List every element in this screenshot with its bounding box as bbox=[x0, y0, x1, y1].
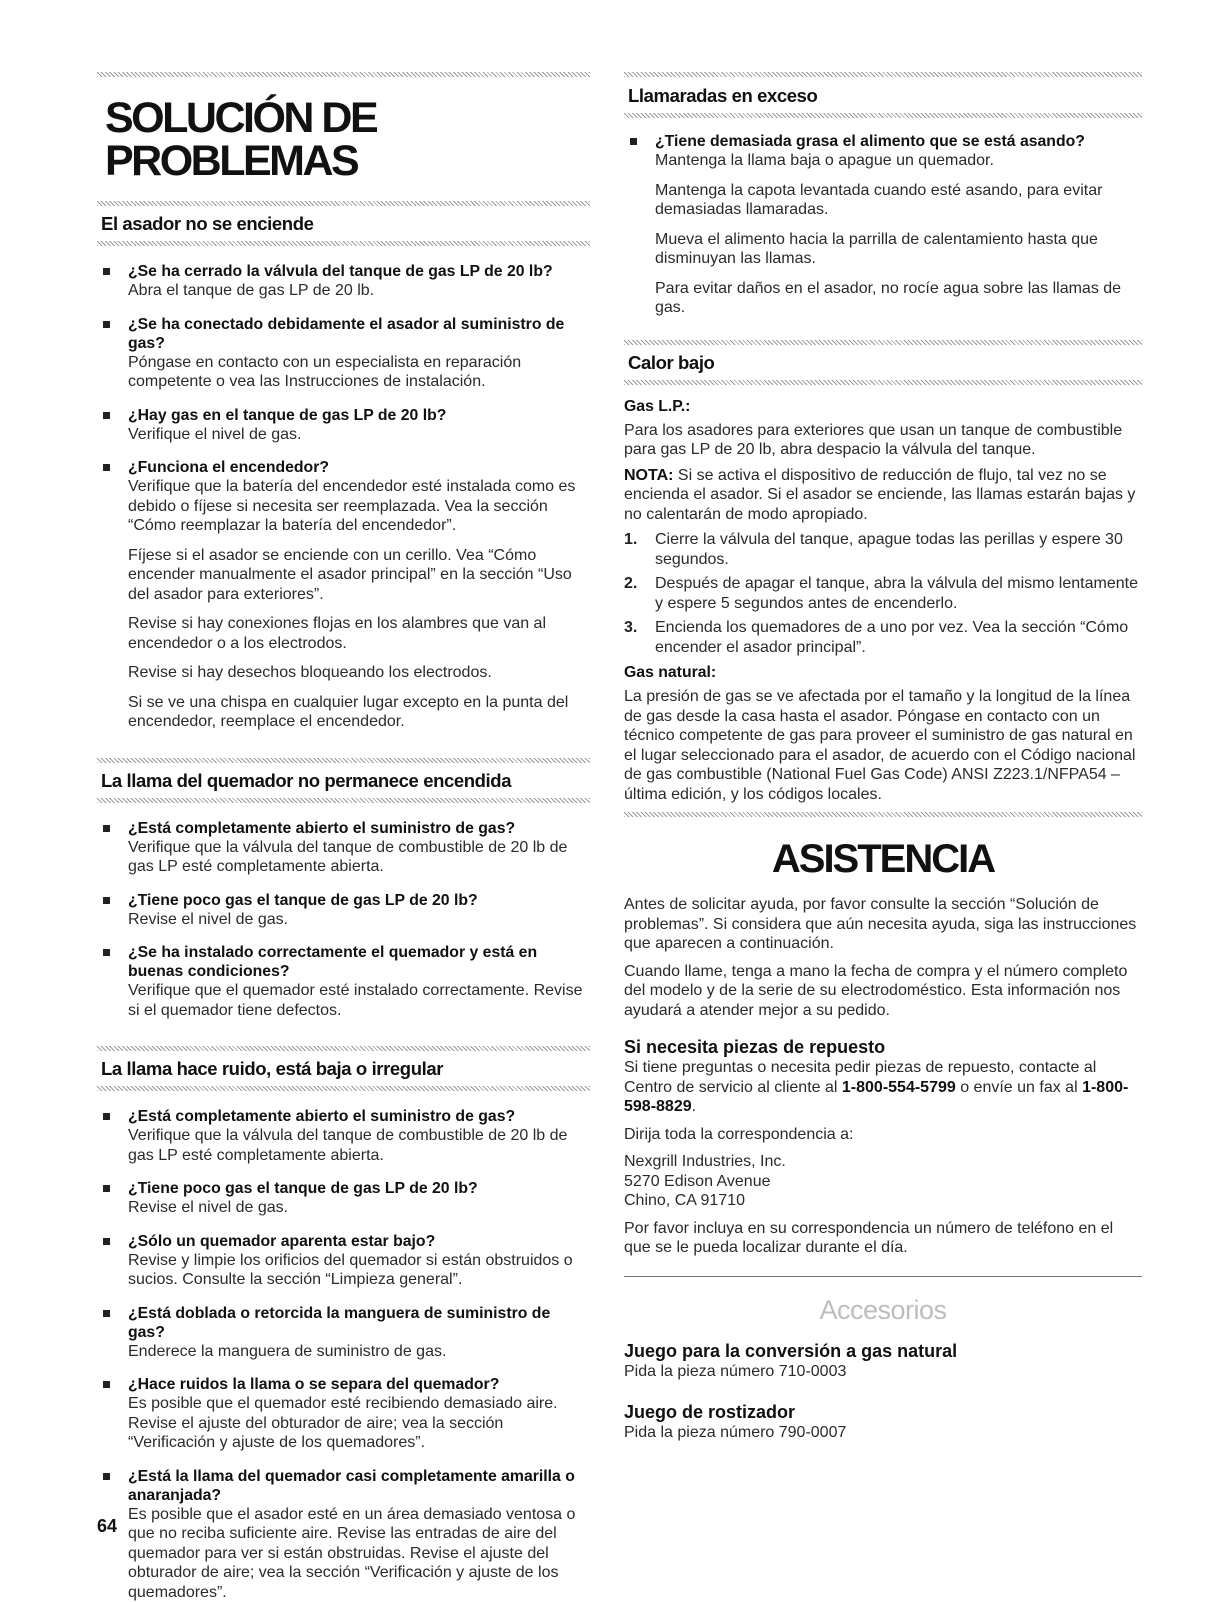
list-item bbox=[97, 943, 590, 1020]
bullet-icon bbox=[103, 412, 110, 419]
section-hatch-top bbox=[97, 1046, 590, 1051]
question-text: ¿Se ha conectado debidamente el asador al suministro de gas? bbox=[128, 315, 590, 353]
piezas-paragraph bbox=[624, 1058, 1142, 1117]
step-text: Encienda los quemadores de a uno por vez. Vea la sección “Cómo encender el asador principal”. bbox=[655, 618, 1142, 657]
section-hatch-bottom bbox=[624, 113, 1142, 118]
bullet-icon bbox=[103, 268, 110, 275]
section-hatch-top bbox=[624, 72, 1142, 77]
section-hatch-bottom bbox=[97, 241, 590, 246]
answer-text: Es posible que el asador esté en un área demasiado ventosa o que no reciba suficiente aire. Revise las entradas de aire del quemador para ver si están obstruidas. Revise el ajuste del obturador de aire; vea la sección “Verificación y ajuste de los quemadores”. bbox=[128, 1505, 590, 1602]
bullet-icon bbox=[103, 1113, 110, 1120]
gas-natural-text: La presión de gas se ve afectada por el tamaño y la longitud de la línea de gas desde la casa hasta el asador. Póngase en contacto con un técnico competente de gas para proveer el suministro de gas natural en el lugar seleccionado para el asador, de acuerdo con el Código nacional de gas combustible (National Fuel Gas Code) ANSI Z223.1/NFPA54 – última edición, y los códigos locales. bbox=[624, 687, 1142, 804]
gas-natural-label: Gas natural: bbox=[624, 663, 1142, 683]
step-text: Cierre la válvula del tanque, apague todas las perillas y espere 30 segundos. bbox=[655, 530, 1142, 569]
answer-text: Si se ve una chispa en cualquier lugar excepto en la punta del encendedor, reemplace el encendedor. bbox=[128, 693, 590, 732]
question-text: ¿Está doblada o retorcida la manguera de suministro de gas? bbox=[128, 1304, 590, 1342]
step-number: 1. bbox=[624, 530, 637, 550]
question-text: ¿Se ha cerrado la válvula del tanque de gas LP de 20 lb? bbox=[128, 262, 590, 281]
answer-text: Abra el tanque de gas LP de 20 lb. bbox=[128, 281, 590, 301]
address-line: Nexgrill Industries, Inc. bbox=[624, 1152, 1142, 1172]
section-hatch-bottom bbox=[97, 798, 590, 803]
asistencia-paragraph: Antes de solicitar ayuda, por favor consulte la sección “Solución de problemas”. Si considera que aún necesita ayuda, siga las instrucciones que aparecen a continuación. bbox=[624, 895, 1142, 954]
answer-text: Revise el nivel de gas. bbox=[128, 1198, 590, 1218]
answer-text: Revise si hay conexiones flojas en los alambres que van al encendedor o a los electrodos. bbox=[128, 614, 590, 653]
section-title: La llama del quemador no permanece encendida bbox=[101, 770, 590, 792]
step-number: 3. bbox=[624, 618, 637, 638]
piezas-text: Si tiene preguntas o necesita pedir piezas de repuesto, contacte al Centro de servicio al cliente al bbox=[624, 1059, 1096, 1096]
bullet-icon bbox=[103, 1238, 110, 1245]
accessory-name: Juego para la conversión a gas natural bbox=[624, 1340, 1142, 1362]
incluya-text: Por favor incluya en su correspondencia un número de teléfono en el que se le pueda localizar durante el día. bbox=[624, 1219, 1142, 1258]
answer-text: Verifique el nivel de gas. bbox=[128, 425, 590, 445]
bullet-icon bbox=[103, 949, 110, 956]
section-items-no-permanece bbox=[97, 819, 590, 1021]
question-text: ¿Funciona el encendedor? bbox=[128, 458, 590, 477]
page-title: SOLUCIÓN DE PROBLEMAS bbox=[105, 97, 590, 183]
answer-text: Póngase en contacto con un especialista en reparación competente o vea las Instrucciones de instalación. bbox=[128, 353, 590, 392]
section-hatch-bottom bbox=[624, 380, 1142, 385]
nota-paragraph bbox=[624, 466, 1142, 525]
answer-text: Verifique que la válvula del tanque de combustible de 20 lb de gas LP esté completamente abierta. bbox=[128, 838, 590, 877]
divider-rule bbox=[624, 1276, 1142, 1277]
address-line: Chino, CA 91710 bbox=[624, 1191, 1142, 1211]
asistencia-paragraph: Cuando llame, tenga a mano la fecha de compra y el número completo del modelo y de la serie de su electrodoméstico. Esta información nos ayudará a atender mejor a su pedido. bbox=[624, 962, 1142, 1021]
section-hatch-top bbox=[97, 201, 590, 206]
bullet-icon bbox=[103, 1185, 110, 1192]
section-items-no-enciende bbox=[97, 262, 590, 732]
answer-text: Verifique que la válvula del tanque de combustible de 20 lb de gas LP esté completamente abierta. bbox=[128, 1126, 590, 1165]
answer-text: Para evitar daños en el asador, no rocíe agua sobre las llamas de gas. bbox=[655, 279, 1142, 318]
section-header-no-permanece bbox=[97, 758, 590, 803]
question-text: ¿Hay gas en el tanque de gas LP de 20 lb? bbox=[128, 406, 590, 425]
section-hatch-bottom bbox=[97, 1086, 590, 1091]
accessory-name: Juego de rostizador bbox=[624, 1401, 1142, 1423]
question-text: ¿Se ha instalado correctamente el quemador y está en buenas condiciones? bbox=[128, 943, 590, 981]
question-text: ¿Tiene poco gas el tanque de gas LP de 20 lb? bbox=[128, 891, 590, 910]
bullet-icon bbox=[630, 138, 637, 145]
step-text: Después de apagar el tanque, abra la válvula del mismo lentamente y espere 5 segundos antes de encenderlo. bbox=[655, 574, 1142, 613]
section-title: Llamaradas en exceso bbox=[628, 85, 1142, 107]
address-line: 5270 Edison Avenue bbox=[624, 1172, 1142, 1192]
section-hatch-divider bbox=[624, 812, 1142, 817]
nota-label: NOTA: bbox=[624, 467, 673, 484]
section-hatch-top bbox=[624, 340, 1142, 345]
bullet-icon bbox=[103, 825, 110, 832]
answer-text: Revise el nivel de gas. bbox=[128, 910, 590, 930]
question-text: ¿Está completamente abierto el suministro de gas? bbox=[128, 1107, 590, 1126]
step-number: 2. bbox=[624, 574, 637, 594]
list-item bbox=[97, 406, 590, 445]
answer-text: Verifique que la batería del encendedor esté instalada como es debido o fíjese si necesita ser reemplazada. Vea la sección “Cómo reemplazar la batería del encendedor”. bbox=[128, 477, 590, 536]
answer-text: Enderece la manguera de suministro de gas. bbox=[128, 1342, 590, 1362]
asistencia-title: ASISTENCIA bbox=[624, 839, 1142, 879]
gas-lp-text: Para los asadores para exteriores que usan un tanque de combustible para gas LP de 20 lb, abra despacio la válvula del tanque. bbox=[624, 421, 1142, 460]
phone-number: 1-800-554-5799 bbox=[842, 1079, 956, 1096]
dirija-text: Dirija toda la correspondencia a: bbox=[624, 1125, 1142, 1145]
list-item bbox=[97, 1304, 590, 1362]
answer-text: Revise y limpie los orificios del quemador si están obstruidos o sucios. Consulte la sección “Limpieza general”. bbox=[128, 1251, 590, 1290]
list-item bbox=[97, 1107, 590, 1165]
section-header-calor-bajo bbox=[624, 340, 1142, 385]
answer-text: Mantenga la capota levantada cuando esté asando, para evitar demasiadas llamaradas. bbox=[655, 181, 1142, 220]
list-item bbox=[97, 458, 590, 732]
section-title: La llama hace ruido, está baja o irregular bbox=[101, 1058, 590, 1080]
list-item bbox=[97, 891, 590, 930]
section-header-llamaradas bbox=[624, 72, 1142, 118]
list-item bbox=[97, 315, 590, 392]
piezas-heading: Si necesita piezas de repuesto bbox=[624, 1036, 1142, 1058]
question-text: ¿Tiene demasiada grasa el alimento que se está asando? bbox=[655, 132, 1142, 151]
section-header-llama-ruido bbox=[97, 1046, 590, 1091]
page-number: 64 bbox=[97, 1516, 117, 1537]
gas-lp-label: Gas L.P.: bbox=[624, 397, 1142, 417]
bullet-icon bbox=[103, 897, 110, 904]
list-item bbox=[97, 819, 590, 877]
question-text: ¿Sólo un quemador aparenta estar bajo? bbox=[128, 1232, 590, 1251]
answer-text: Fíjese si el asador se enciende con un cerillo. Vea “Cómo encender manualmente el asador principal” en la sección “Uso del asador para exteriores”. bbox=[128, 546, 590, 605]
question-text: ¿Está la llama del quemador casi completamente amarilla o anaranjada? bbox=[128, 1467, 590, 1505]
list-item bbox=[97, 1375, 590, 1453]
section-header-no-enciende bbox=[97, 201, 590, 246]
nota-text: Si se activa el dispositivo de reducción de flujo, tal vez no se encienda el asador. Si el asador se enciende, las llamas estarán bajas y no calentarán de modo apropiado. bbox=[624, 467, 1135, 523]
section-hatch-top bbox=[97, 758, 590, 763]
list-item bbox=[97, 262, 590, 301]
answer-text: Verifique que el quemador esté instalado correctamente. Revise si el quemador tiene defectos. bbox=[128, 981, 590, 1020]
list-item bbox=[624, 132, 1142, 318]
piezas-text: o envíe un fax al bbox=[956, 1079, 1082, 1096]
bullet-icon bbox=[103, 1381, 110, 1388]
bullet-icon bbox=[103, 1473, 110, 1480]
answer-text: Revise si hay desechos bloqueando los electrodos. bbox=[128, 663, 590, 683]
top-hatch-divider bbox=[97, 72, 590, 77]
right-column bbox=[624, 72, 1142, 1443]
step-item bbox=[624, 530, 1142, 569]
list-item bbox=[97, 1467, 590, 1602]
question-text: ¿Hace ruidos la llama o se separa del quemador? bbox=[128, 1375, 590, 1394]
fax-number: 1-800-598-8829 bbox=[624, 1079, 1128, 1116]
accesorios-title: Accesorios bbox=[624, 1297, 1142, 1324]
list-item bbox=[97, 1179, 590, 1218]
steps-list bbox=[624, 530, 1142, 657]
section-items-llama-ruido bbox=[97, 1107, 590, 1602]
bullet-icon bbox=[103, 321, 110, 328]
bullet-icon bbox=[103, 464, 110, 471]
answer-text: Mantenga la llama baja o apague un quemador. bbox=[655, 151, 1142, 171]
left-column bbox=[97, 72, 590, 1602]
address-block bbox=[624, 1152, 1142, 1211]
question-text: ¿Está completamente abierto el suministro de gas? bbox=[128, 819, 590, 838]
bullet-icon bbox=[103, 1310, 110, 1317]
piezas-text: . bbox=[692, 1098, 696, 1115]
accessory-part: Pida la pieza número 790-0007 bbox=[624, 1423, 1142, 1443]
answer-text: Es posible que el quemador esté recibiendo demasiado aire. Revise el ajuste del obturador de aire; vea la sección “Verificación y ajuste de los quemadores”. bbox=[128, 1394, 590, 1453]
section-title: Calor bajo bbox=[628, 352, 1142, 374]
list-item bbox=[97, 1232, 590, 1290]
accessory-part: Pida la pieza número 710-0003 bbox=[624, 1362, 1142, 1382]
step-item bbox=[624, 574, 1142, 613]
step-item bbox=[624, 618, 1142, 657]
answer-text: Mueva el alimento hacia la parrilla de calentamiento hasta que disminuyan las llamas. bbox=[655, 230, 1142, 269]
question-text: ¿Tiene poco gas el tanque de gas LP de 20 lb? bbox=[128, 1179, 590, 1198]
section-title: El asador no se enciende bbox=[101, 213, 590, 235]
